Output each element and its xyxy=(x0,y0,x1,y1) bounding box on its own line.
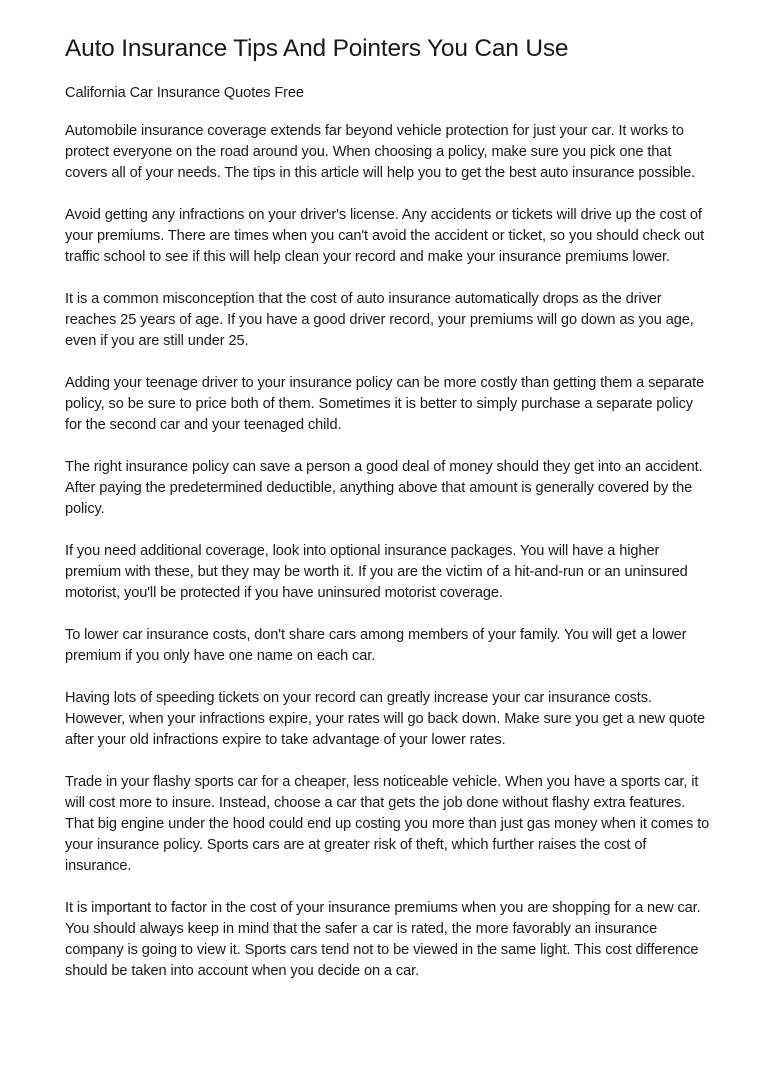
paragraph: It is a common misconception that the cost of auto insurance automatically drops as the driver reaches 25 years of age. If you have a good driver record, your premiums will go down as you age, even if you are still under 25. xyxy=(65,291,694,349)
paragraph: It is important to factor in the cost of your insurance premiums when you are shopping for a new car. You should always keep in mind that the safer a car is rated, the more favorably an insurance company is going to view it. Sports cars tend not to be viewed in the same light. This cost difference should be taken into account when you decide on a car. xyxy=(65,900,701,979)
page-subtitle: California Car Insurance Quotes Free xyxy=(65,85,304,101)
paragraph: Trade in your flashy sports car for a cheaper, less noticeable vehicle. When you have a sports car, it will cost more to insure. Instead, choose a car that gets the job done without flashy extra features. That big engine under the hood could end up costing you more than just gas money when it comes to your insurance policy. Sports cars are at greater risk of theft, which further raises the cost of insurance. xyxy=(65,774,710,874)
paragraph: Avoid getting any infractions on your driver's license. Any accidents or tickets will drive up the cost of your premiums. There are times when you can't avoid the accident or ticket, so you should check out traffic school to see if this will help clean your record and make your insurance premiums lower. xyxy=(65,207,705,265)
paragraph: Having lots of speeding tickets on your record can greatly increase your car insurance costs. However, when your infractions expire, your rates will go back down. Make sure you get a new quote after your old infractions expire to take advantage of your lower rates. xyxy=(65,690,705,748)
page-title: Auto Insurance Tips And Pointers You Can Use xyxy=(65,35,569,62)
paragraph: The right insurance policy can save a person a good deal of money should they get into an accident. After paying the predetermined deductible, anything above that amount is generally covered by the policy. xyxy=(65,459,703,517)
paragraph: Adding your teenage driver to your insurance policy can be more costly than getting them a separate policy, so be sure to price both of them. Sometimes it is better to simply purchase a separate policy for the second car and your teenaged child. xyxy=(65,375,705,433)
paragraph: If you need additional coverage, look into optional insurance packages. You will have a higher premium with these, but they may be worth it. If you are the victim of a hit-and-run or an uninsured motorist, you'll be protected if you have uninsured motorist coverage. xyxy=(65,543,688,601)
paragraph: To lower car insurance costs, don't share cars among members of your family. You will get a lower premium if you only have one name on each car. xyxy=(65,627,687,664)
paragraph: Automobile insurance coverage extends far beyond vehicle protection for just your car. It works to protect everyone on the road around you. When choosing a policy, make sure you pick one that covers all of your needs. The tips in this article will help you to get the best auto insurance possible. xyxy=(65,123,696,181)
document-body xyxy=(65,34,710,1003)
